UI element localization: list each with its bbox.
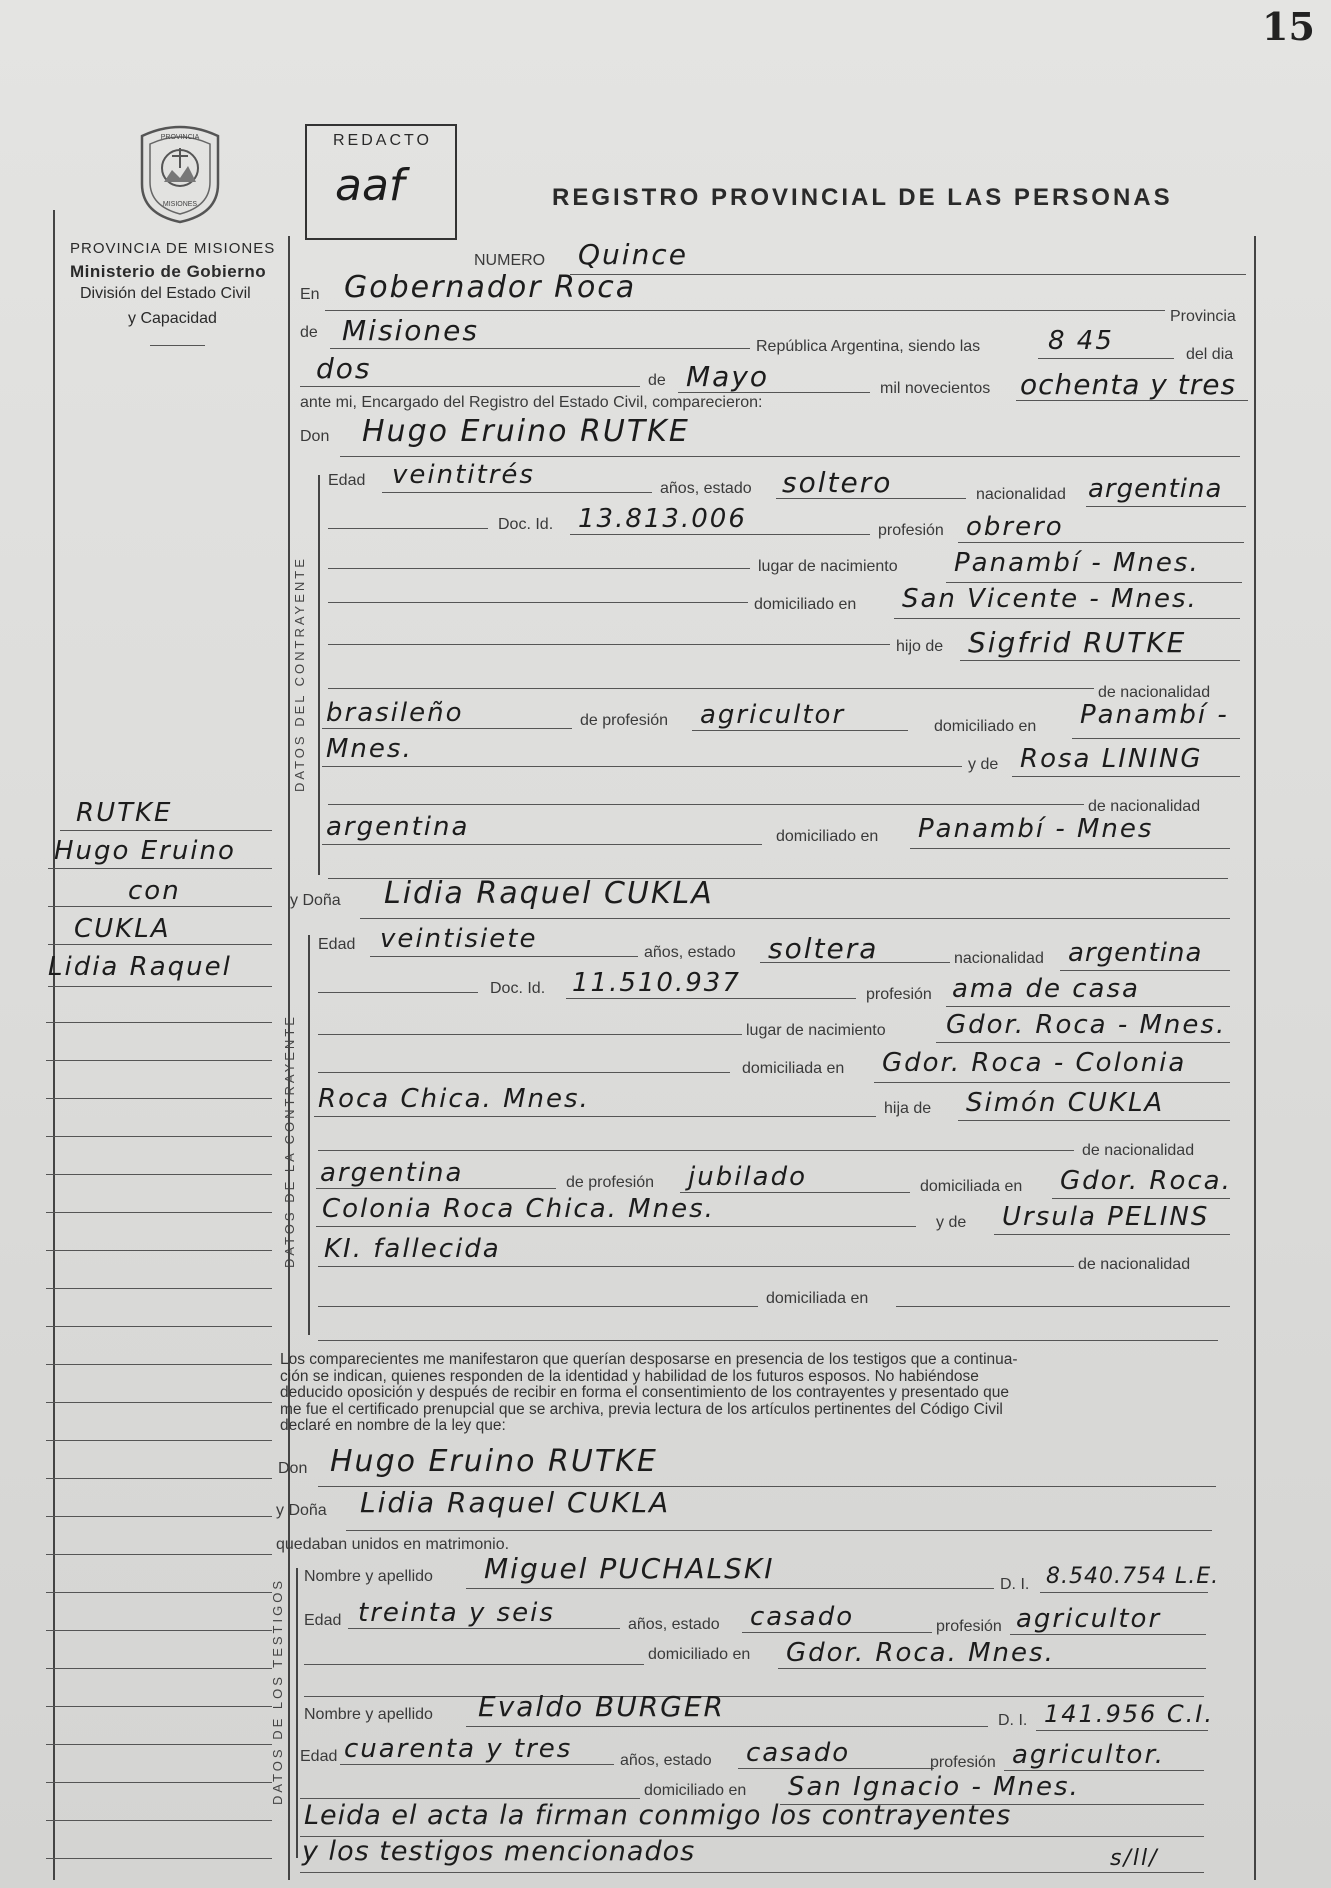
statement-line-1: Los comparecientes me manifestaron que querían desposarse en presencia de los testigos que a continua-	[280, 1351, 1018, 1368]
t1-estado: casado	[750, 1602, 855, 1632]
c-domicilio-label: domiciliado en	[754, 596, 857, 613]
quedaban-text: quedaban unidos en matrimonio.	[276, 1536, 510, 1553]
f-anios-label: años, estado	[644, 944, 736, 961]
t1-nombre: Miguel PUCHALSKI	[484, 1552, 775, 1585]
t1-profesion-label: profesión	[936, 1618, 1002, 1635]
t1-edad: treinta y seis	[358, 1598, 555, 1628]
c-edad-label: Edad	[328, 472, 366, 489]
numero-value: Quince	[578, 238, 688, 271]
contrayente-name: Hugo Eruino RUTKE	[362, 414, 690, 449]
t2-domicilio: San Ignacio - Mnes.	[788, 1772, 1080, 1802]
contrayente-section-label: DATOS DEL CONTRAYENTE	[292, 556, 307, 792]
dona-label: y Doña	[290, 892, 341, 909]
f-hija-label: hija de	[884, 1100, 932, 1117]
c-padre-value: Sigfrid RUTKE	[968, 626, 1187, 659]
f-profesion-label: profesión	[866, 986, 932, 1003]
dia-value: dos	[316, 352, 372, 385]
c-madre-nacionalidad: argentina	[326, 812, 470, 842]
stamp-initials: aaf	[335, 160, 405, 211]
del-dia-label: del dia	[1186, 346, 1234, 363]
ministry-line: Ministerio de Gobierno	[70, 262, 267, 281]
c-estado-value: soltero	[782, 466, 893, 499]
hora-value: 8 45	[1048, 326, 1114, 356]
de-label: de	[300, 324, 318, 341]
closing-line-1: Leida el acta la firman conmigo los contrayentes	[304, 1800, 1012, 1831]
de-mes-label: de	[648, 372, 666, 389]
margin-note-line-1: RUTKE	[76, 798, 173, 828]
margin-note-line-2: Hugo Eruino	[54, 836, 236, 866]
f-padre-domicilio-label: domiciliada en	[920, 1178, 1023, 1195]
f-madre-value-1: Ursula PELINS	[1002, 1202, 1210, 1232]
statement-line-5: declaré en nombre de la ley que:	[280, 1417, 506, 1434]
don-label: Don	[300, 428, 330, 445]
margin-note-line-3: con	[128, 876, 181, 906]
contrayenta-name: Lidia Raquel CUKLA	[384, 876, 714, 911]
testigos-bracket	[296, 1568, 298, 1858]
c-profesion-value: obrero	[966, 512, 1064, 542]
t2-nombre-label: Nombre y apellido	[304, 1706, 433, 1723]
f-lugar-label: lugar de nacimiento	[746, 1022, 886, 1039]
ante-text: ante mi, Encargado del Registro del Estado Civil, comparecieron:	[300, 394, 763, 411]
province-seal	[132, 122, 228, 226]
closing-line-2: y los testigos mencionados	[302, 1836, 696, 1867]
division-line-1: División del Estado Civil	[80, 285, 251, 302]
provincia-label: Provincia	[1170, 308, 1236, 325]
right-border-line	[1254, 236, 1256, 1880]
c-padre-profesion: agricultor	[700, 700, 846, 730]
c-madre-de-nacionalidad-label: de nacionalidad	[1088, 798, 1201, 815]
c-madre-domicilio-label: domiciliado en	[776, 828, 879, 845]
c-edad-value: veintitrés	[392, 460, 535, 490]
margin-note-line-5: Lidia Raquel	[48, 952, 232, 982]
province-line: PROVINCIA DE MISIONES	[70, 240, 276, 257]
contrayenta-bracket	[308, 935, 310, 1335]
t2-nombre: Evaldo BURGER	[478, 1690, 726, 1723]
c-nacionalidad-label: nacionalidad	[976, 486, 1066, 503]
en-value: Gobernador Roca	[344, 270, 637, 305]
c-anios-label: años, estado	[660, 480, 752, 497]
t1-domicilio: Gdor. Roca. Mnes.	[786, 1638, 1055, 1668]
c-profesion-label: profesión	[878, 522, 944, 539]
t2-anios-label: años, estado	[620, 1752, 712, 1769]
de-value: Misiones	[342, 314, 479, 347]
c-doc-value: 13.813.006	[578, 504, 747, 534]
f-domicilio-value-1: Gdor. Roca - Colonia	[882, 1048, 1187, 1078]
page-number: 15	[1262, 4, 1315, 49]
registry-title: REGISTRO PROVINCIAL DE LAS PERSONAS	[552, 184, 1173, 211]
f-madre-de-nacionalidad-label: de nacionalidad	[1078, 1256, 1191, 1273]
seal-bottom-text: MISIONES	[162, 201, 198, 208]
c-lugar-label: lugar de nacimiento	[758, 558, 898, 575]
c-nacionalidad-value: argentina	[1088, 474, 1223, 504]
f-padre-domicilio-2: Colonia Roca Chica. Mnes.	[322, 1194, 715, 1224]
t2-profesion-label: profesión	[930, 1754, 996, 1771]
f-doc-label: Doc. Id.	[490, 980, 546, 997]
f-lugar-value: Gdor. Roca - Mnes.	[946, 1010, 1227, 1040]
f-estado-value: soltera	[768, 932, 879, 965]
redacto-stamp	[305, 124, 457, 240]
statement-don-value: Hugo Eruino RUTKE	[330, 1444, 658, 1479]
statement-line-4: me fue el certificado prenupcial que se archiva, previa lectura de los artículos pertinentes del Código Civil	[280, 1400, 1003, 1418]
f-domicilio-label: domiciliada en	[742, 1060, 845, 1077]
statement-text	[280, 1352, 1220, 1435]
f-edad-label: Edad	[318, 936, 356, 953]
f-padre-domicilio-1: Gdor. Roca.	[1060, 1166, 1232, 1196]
f-padre-nacionalidad: argentina	[320, 1158, 464, 1188]
t2-edad: cuarenta y tres	[344, 1734, 573, 1764]
f-y-de-label: y de	[936, 1214, 967, 1231]
t2-domicilio-label: domiciliado en	[644, 1782, 747, 1799]
t1-anios-label: años, estado	[628, 1616, 720, 1633]
contrayenta-section-label: DATOS DE LA CONTRAYENTE	[282, 1014, 297, 1268]
anio-value: ochenta y tres	[1020, 368, 1237, 401]
f-nacionalidad-value: argentina	[1068, 938, 1203, 968]
statement-dona-value: Lidia Raquel CUKLA	[360, 1486, 671, 1519]
c-domicilio-value: San Vicente - Mnes.	[902, 584, 1198, 614]
c-padre-domicilio-1: Panambí -	[1080, 700, 1229, 730]
f-edad-value: veintisiete	[380, 924, 538, 954]
closing-mark: s/ll/	[1110, 1846, 1159, 1871]
margin-note-line-4: CUKLA	[74, 914, 171, 944]
numero-label: NUMERO	[474, 252, 546, 269]
f-padre-profesion: jubilado	[688, 1162, 807, 1192]
statement-don-label: Don	[278, 1460, 308, 1477]
c-padre-nacionalidad: brasileño	[326, 698, 464, 728]
seal-top-text: PROVINCIA	[160, 134, 200, 141]
c-padre-domicilio-2: Mnes.	[326, 734, 413, 764]
t2-edad-label: Edad	[300, 1748, 338, 1765]
statement-line-3: deducido oposición y después de recibir en forma el consentimiento de los contrayentes y presentado que	[280, 1384, 1009, 1401]
c-madre-domicilio: Panambí - Mnes	[918, 814, 1154, 844]
mil-label: mil novecientos	[880, 380, 991, 397]
c-doc-label: Doc. Id.	[498, 516, 554, 533]
en-label: En	[300, 286, 320, 303]
t1-di-label: D. I.	[1000, 1576, 1030, 1593]
stamp-label: REDACTO	[333, 132, 432, 149]
c-de-profesion-label: de profesión	[580, 712, 669, 729]
c-de-nacionalidad-label: de nacionalidad	[1098, 684, 1211, 701]
testigos-section-label: DATOS DE LOS TESTIGOS	[270, 1578, 285, 1805]
mes-value: Mayo	[686, 360, 770, 393]
t1-edad-label: Edad	[304, 1612, 342, 1629]
contrayente-bracket	[318, 475, 320, 875]
f-doc-value: 11.510.937	[572, 968, 741, 998]
t2-di: 141.956 C.I.	[1044, 1700, 1214, 1728]
c-hijo-label: hijo de	[896, 638, 944, 655]
f-de-profesion-label: de profesión	[566, 1174, 655, 1191]
header-rule	[150, 345, 205, 346]
t1-profesion: agricultor	[1016, 1604, 1162, 1634]
f-de-nacionalidad-label: de nacionalidad	[1082, 1142, 1195, 1159]
f-madre-domicilio-label: domiciliada en	[766, 1290, 869, 1307]
t2-estado: casado	[746, 1738, 851, 1768]
t2-di-label: D. I.	[998, 1712, 1028, 1729]
f-profesion-value: ama de casa	[952, 974, 1140, 1004]
t1-di: 8.540.754 L.E.	[1046, 1564, 1220, 1589]
c-padre-domicilio-label: domiciliado en	[934, 718, 1037, 735]
t1-nombre-label: Nombre y apellido	[304, 1568, 433, 1585]
f-madre-value-2: KI. fallecida	[324, 1234, 501, 1264]
statement-dona-label: y Doña	[276, 1502, 327, 1519]
t1-domicilio-label: domiciliado en	[648, 1646, 751, 1663]
statement-line-2: ción se indican, quienes responden de la identidad y habilidad de los futuros esposos. No habiéndose	[280, 1367, 979, 1385]
republica-label: República Argentina, siendo las	[756, 338, 981, 355]
f-padre-value: Simón CUKLA	[966, 1088, 1165, 1118]
t2-profesion: agricultor.	[1012, 1740, 1166, 1770]
division-line-2: y Capacidad	[128, 310, 217, 327]
c-lugar-value: Panambí - Mnes.	[954, 548, 1200, 578]
f-domicilio-value-2: Roca Chica. Mnes.	[318, 1084, 590, 1114]
c-y-de-label: y de	[968, 756, 999, 773]
c-madre-value: Rosa LINING	[1020, 744, 1203, 774]
f-nacionalidad-label: nacionalidad	[954, 950, 1044, 967]
